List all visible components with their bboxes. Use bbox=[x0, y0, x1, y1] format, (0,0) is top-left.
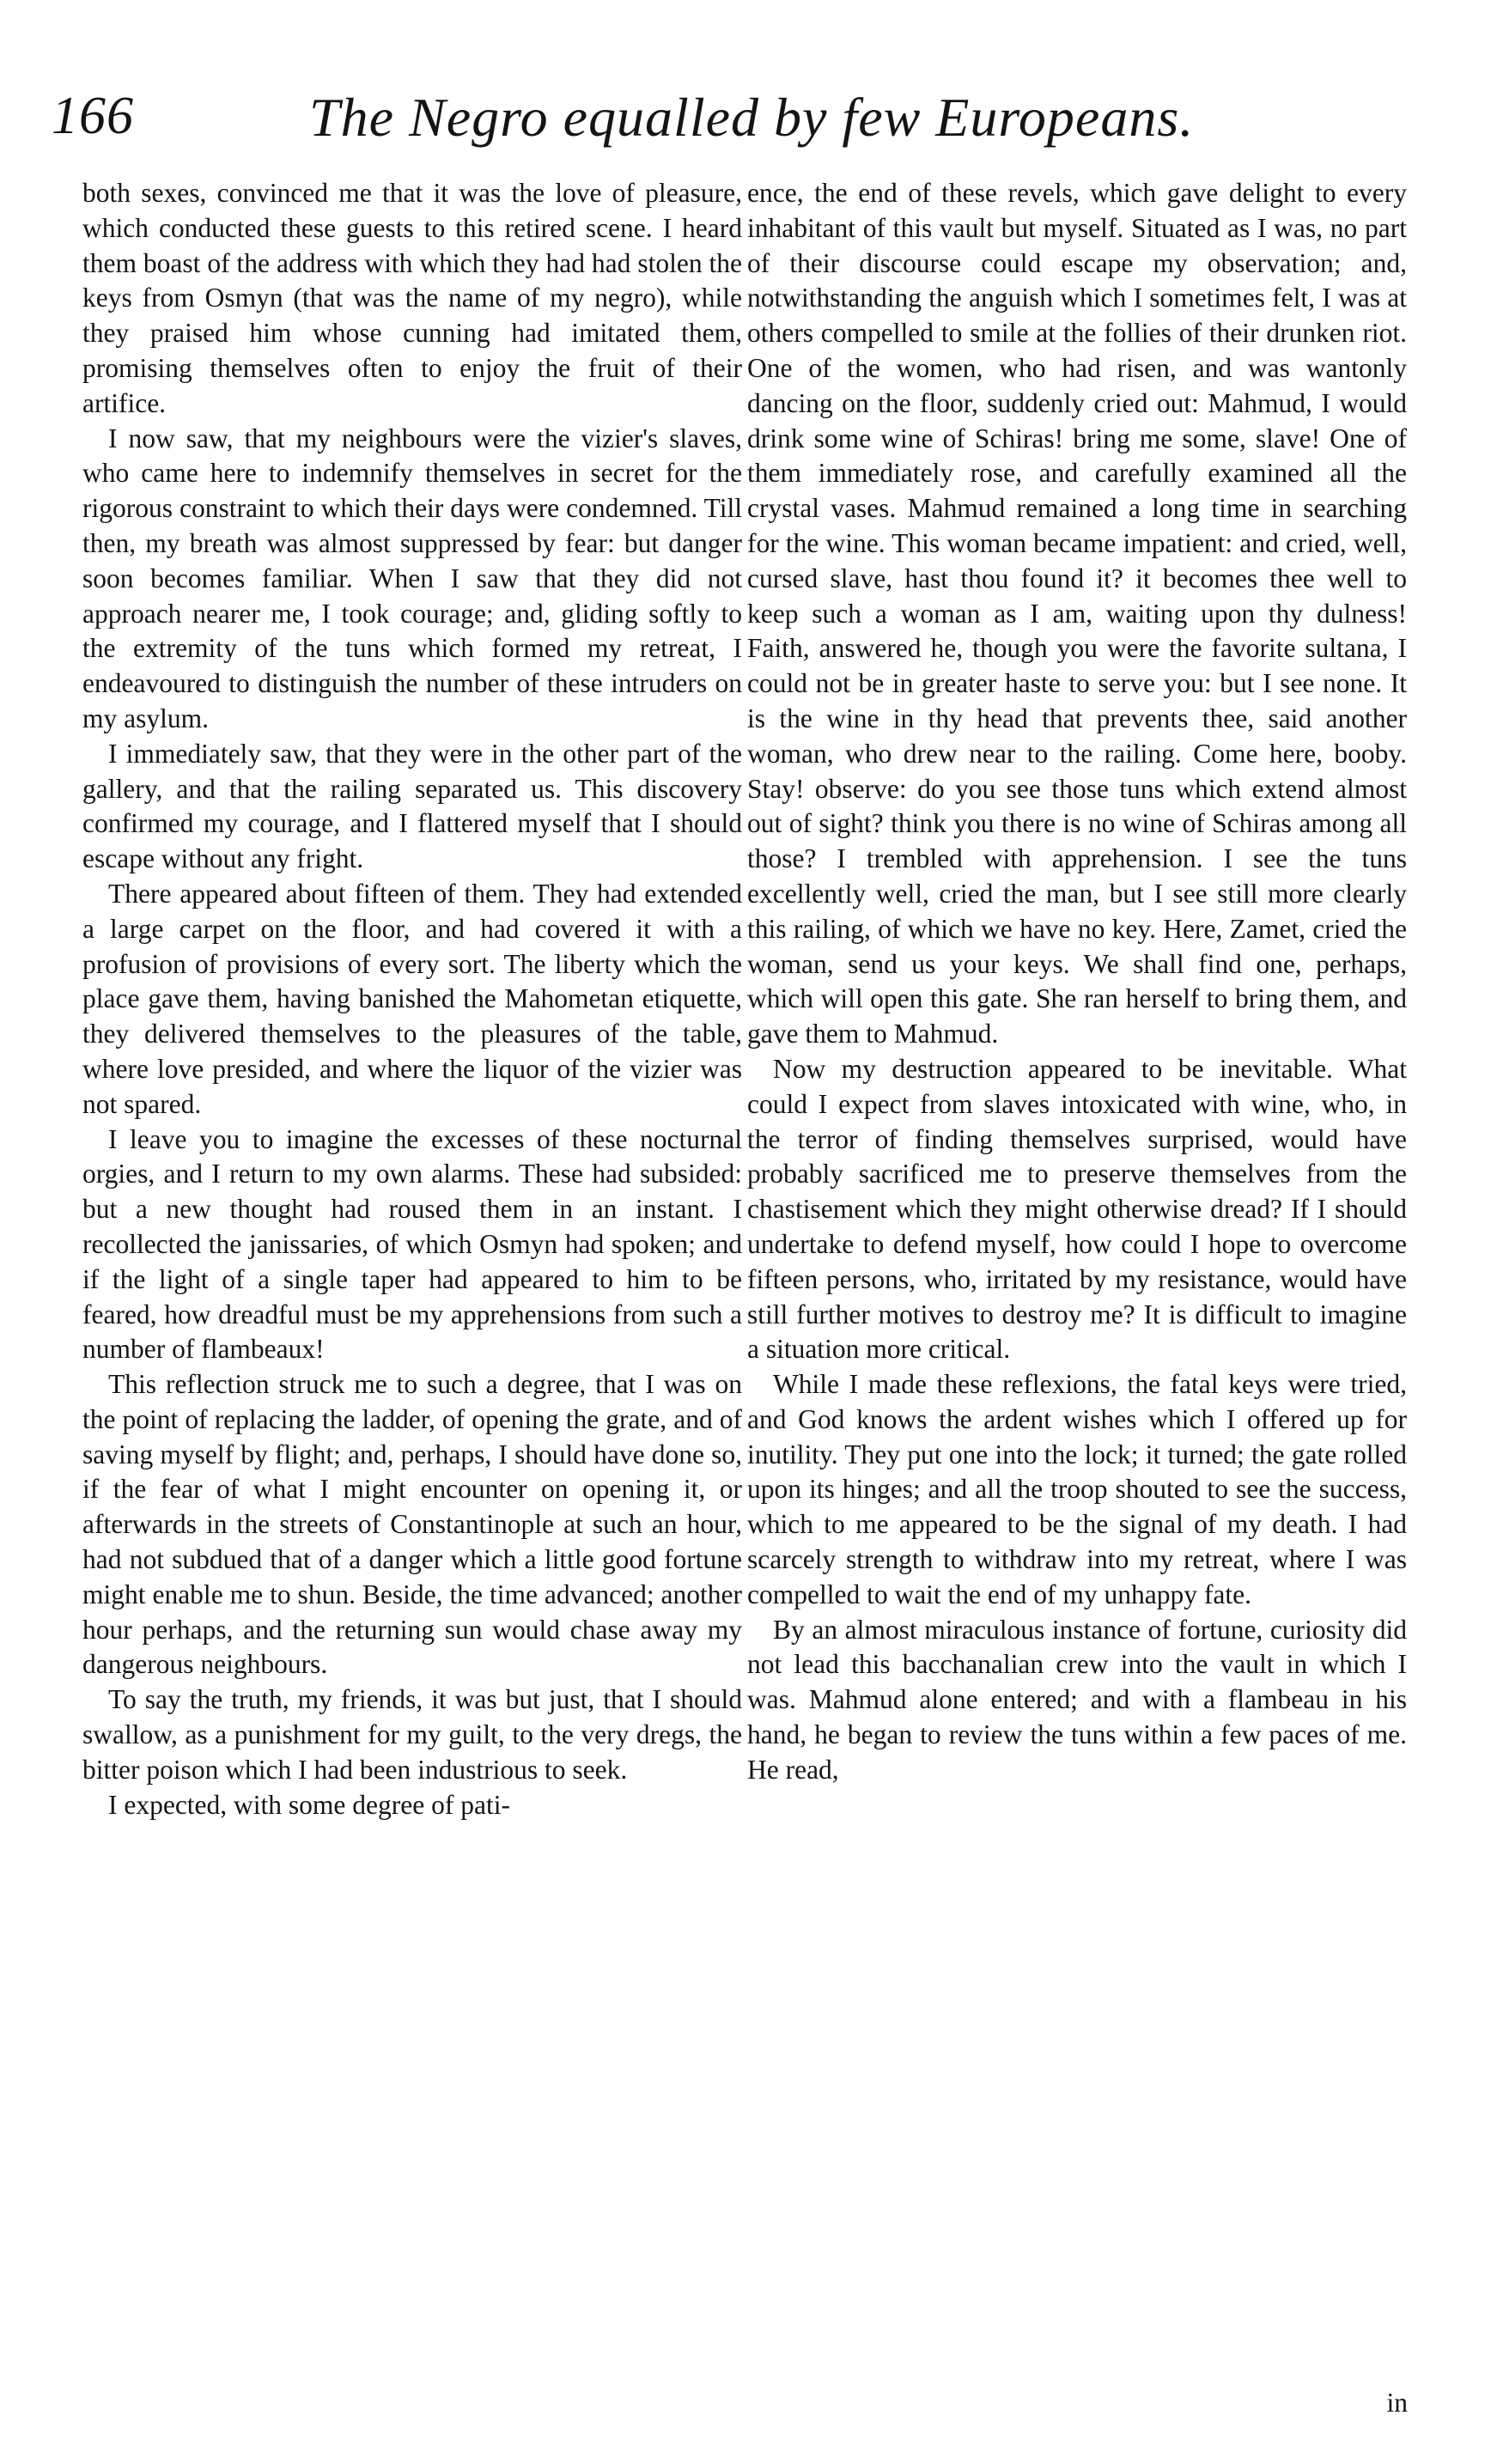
paragraph: ence, the end of these revels, which gave delight to every inhabitant of this vault but myself. Situated as I was, no part of their discourse could escape my observation; and, notwithstanding the anguish which I sometimes felt, I was at others compelled to smile at the follies of their drunken riot. One of the women, who had risen, and was wantonly dancing on the floor, suddenly cried out: Mahmud, I would drink some wine of Schiras! bring me some, slave! One of them immediately rose, and carefully examined all the crystal vases. Mahmud remained a long time in searching for the wine. This woman became impatient: and cried, well, cursed slave, hast thou found it? it becomes thee well to keep such a woman as I am, waiting upon thy dulness! Faith, answered he, though you were the favorite sultana, I could not be in greater haste to serve you: but I see none. It is the wine in thy head that prevents thee, said another woman, who drew near to the railing. Come here, booby. Stay! observe: do you see those tuns which extend almost out of sight? think you there is no wine of Schiras among all those? I trembled with apprehension. I see the tuns excellently well, cried the man, but I see still more clearly this railing, of which we have no key. Here, Zamet, cried the woman, send us your keys. We shall find one, perhaps, which will open this gate. She ran herself to bring them, and gave them to Mahmud. bbox=[747, 178, 1407, 1049]
paragraph: This reflection struck me to such a degree, that I was on the point of replacing the ladder, of opening the grate, and of saving myself by flight; and, perhaps, I should have done so, if the fear of what I might encounter on opening it, or afterwards in the streets of Constantinople at such an hour, had not subdued that of a danger which a little good fortune might enable me to shun. Beside, the time advanced; another hour perhaps, and the returning sun would chase away my dangerous neighbours. bbox=[82, 1369, 742, 1680]
paragraph: By an almost miraculous instance of fortune, curiosity did not lead this bacchanalian crew into the vault in which I was. Mahmud alone entered; and with a flambeau in his hand, he began to review the tuns within a few paces of me. He read, bbox=[747, 1614, 1407, 1785]
paragraph: I immediately saw, that they were in the other part of the gallery, and that the railing separated us. This discovery confirmed my courage, and I flattered myself that I should escape without any fright. bbox=[82, 738, 742, 874]
right-column bbox=[747, 176, 1407, 2426]
paragraph: I now saw, that my neighbours were the vizier's slaves, who came here to indemnify themselves in secret for the rigorous constraint to which their days were condemned. Till then, my breath was almost suppressed by fear: but danger soon becomes familiar. When I saw that they did not approach nearer me, I took courage; and, gliding softly to the extremity of the tuns which formed my retreat, I endeavoured to distinguish the number of these intruders on my asylum. bbox=[82, 423, 742, 733]
page-number: 166 bbox=[52, 87, 134, 145]
paragraph: both sexes, convinced me that it was the love of pleasure, which conducted these guests to this retired scene. I heard them boast of the address with which they had had stolen the keys from Osmyn (that was the name of my negro), while they praised him whose cunning had imitated them, promising themselves often to enjoy the fruit of their artifice. bbox=[82, 178, 742, 418]
left-column bbox=[82, 176, 742, 2426]
paragraph: To say the truth, my friends, it was but just, that I should swallow, as a punishment for my guilt, to the very dregs, the bitter poison which I had been industrious to seek. bbox=[82, 1684, 742, 1785]
running-title: The Negro equalled by few Europeans. bbox=[309, 87, 1195, 148]
catchword: in bbox=[1386, 2388, 1408, 2418]
paragraph: While I made these reflexions, the fatal keys were tried, and God knows the ardent wishes which I offered up for inutility. They put one into the lock; it turned; the gate rolled upon its hinges; and all the troop shouted to see the success, which to me appeared to be the signal of my death. I had scarcely strength to withdraw into my retreat, where I was compelled to wait the end of my unhappy fate. bbox=[747, 1369, 1407, 1609]
paragraph: Now my destruction appeared to be inevitable. What could I expect from slaves intoxicated with wine, who, in the terror of finding themselves surprised, would have probably sacrificed me to preserve themselves from the chastisement which they might otherwise dread? If I should undertake to defend myself, how could I hope to overcome fifteen persons, who, irritated by my resistance, would have still further motives to destroy me? It is difficult to imagine a situation more critical. bbox=[747, 1053, 1407, 1365]
paragraph: I expected, with some degree of pati- bbox=[108, 1789, 510, 1820]
running-head bbox=[52, 86, 1426, 172]
paragraph: I leave you to imagine the excesses of these nocturnal orgies, and I return to my own alarms. These had subsided: but a new thought had roused them in an instant. I recollected the janissaries, of which Osmyn had spoken; and if the light of a single taper had appeared to him to be feared, how dreadful must be my apprehensions from such a number of flambeaux! bbox=[82, 1123, 742, 1365]
paragraph: There appeared about fifteen of them. They had extended a large carpet on the floor, and had covered it with a profusion of provisions of every sort. The liberty which the place gave them, having banished the Mahometan etiquette, they delivered themselves to the pleasures of the table, where love presided, and where the liquor of the vizier was not spared. bbox=[82, 878, 742, 1119]
